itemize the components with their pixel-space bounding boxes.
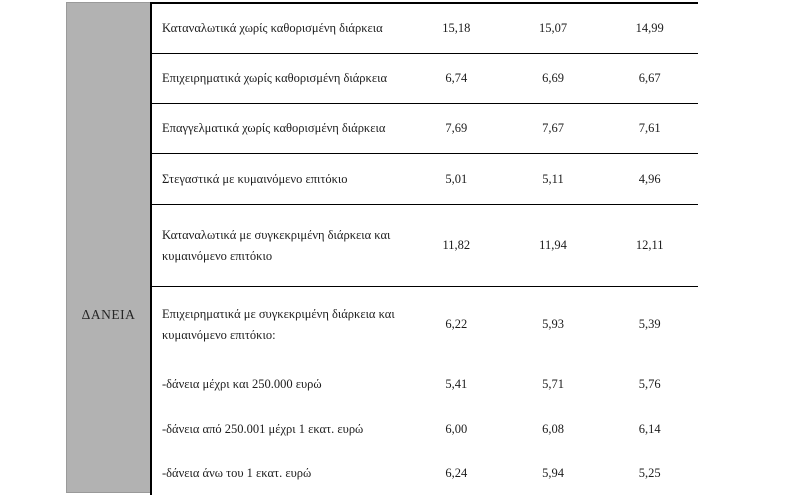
row-label-text: -δάνεια άνω του 1 εκατ. ευρώ [162, 466, 312, 480]
rate-value: 6,67 [638, 71, 661, 85]
table-row [152, 104, 698, 154]
rate-value: 5,39 [638, 317, 661, 331]
rate-value: 5,41 [445, 377, 468, 391]
row-label [152, 374, 408, 395]
row-label [152, 18, 408, 39]
row-label-text: Επιχειρηματικά χωρίς καθορισμένη διάρκεια [162, 71, 387, 85]
row-label-text: Καταναλωτικά με συγκεκριμένη διάρκεια και [162, 227, 391, 242]
rate-value: 5,93 [542, 317, 564, 331]
row-label [152, 225, 408, 267]
row-label-text: Επαγγελματικά χωρίς καθορισμένη διάρκεια [162, 121, 386, 135]
row-label [152, 419, 408, 440]
row-label-text: Καταναλωτικά χωρίς καθορισμένη διάρκεια [162, 21, 383, 35]
rate-value: 6,00 [445, 422, 468, 436]
row-label-text: κυμαινόμενο επιτόκιο [162, 248, 273, 263]
table-row [152, 154, 698, 205]
rate-value: 4,96 [638, 171, 661, 186]
table-row [152, 287, 698, 362]
rate-value: 14,99 [635, 21, 664, 35]
table-row [152, 407, 698, 452]
rate-value: 5,94 [542, 466, 564, 480]
rate-value: 5,71 [542, 377, 564, 391]
table-row [152, 452, 698, 495]
rate-value: 7,61 [638, 121, 661, 135]
rate-value: 6,14 [638, 422, 661, 436]
row-label-text: Επιχειρηματικά με συγκεκριμένη διάρκεια και [162, 306, 395, 321]
rate-value: 6,74 [445, 71, 468, 85]
rate-value: 7,67 [542, 121, 564, 135]
row-label-text: -δάνεια μέχρι και 250.000 ευρώ [162, 377, 322, 391]
row-label-text: κυμαινόμενο επιτόκιο: [162, 327, 276, 342]
rate-value: 11,94 [539, 238, 567, 252]
rate-value: 15,18 [442, 21, 471, 35]
rate-value: 5,01 [445, 171, 468, 186]
interest-rates-table [150, 2, 698, 495]
rate-value: 5,11 [542, 171, 564, 186]
loans-category-cell [66, 2, 150, 493]
rate-value: 6,24 [445, 466, 468, 480]
table-row [152, 4, 698, 54]
table-row [152, 362, 698, 407]
rate-value: 7,69 [445, 121, 468, 135]
row-label [152, 169, 408, 190]
row-label-text: -δάνεια από 250.001 μέχρι 1 εκατ. ευρώ [162, 422, 364, 436]
rate-value: 5,25 [638, 466, 661, 480]
category-label: ΔΑΝΕΙΑ [81, 307, 136, 322]
rate-value: 6,69 [542, 71, 564, 85]
table-row [152, 205, 698, 287]
rate-value: 11,82 [442, 238, 471, 252]
row-label [152, 304, 408, 346]
rate-value: 6,08 [542, 422, 564, 436]
row-label [152, 118, 408, 139]
rate-value: 5,76 [638, 377, 661, 391]
row-label [152, 463, 408, 484]
table-row [152, 54, 698, 104]
rate-value: 15,07 [538, 21, 568, 35]
rate-value: 6,22 [445, 317, 468, 331]
row-label-text: Στεγαστικά με κυμαινόμενο επιτόκιο [162, 171, 348, 186]
rate-value: 12,11 [635, 238, 664, 252]
row-label [152, 68, 408, 89]
